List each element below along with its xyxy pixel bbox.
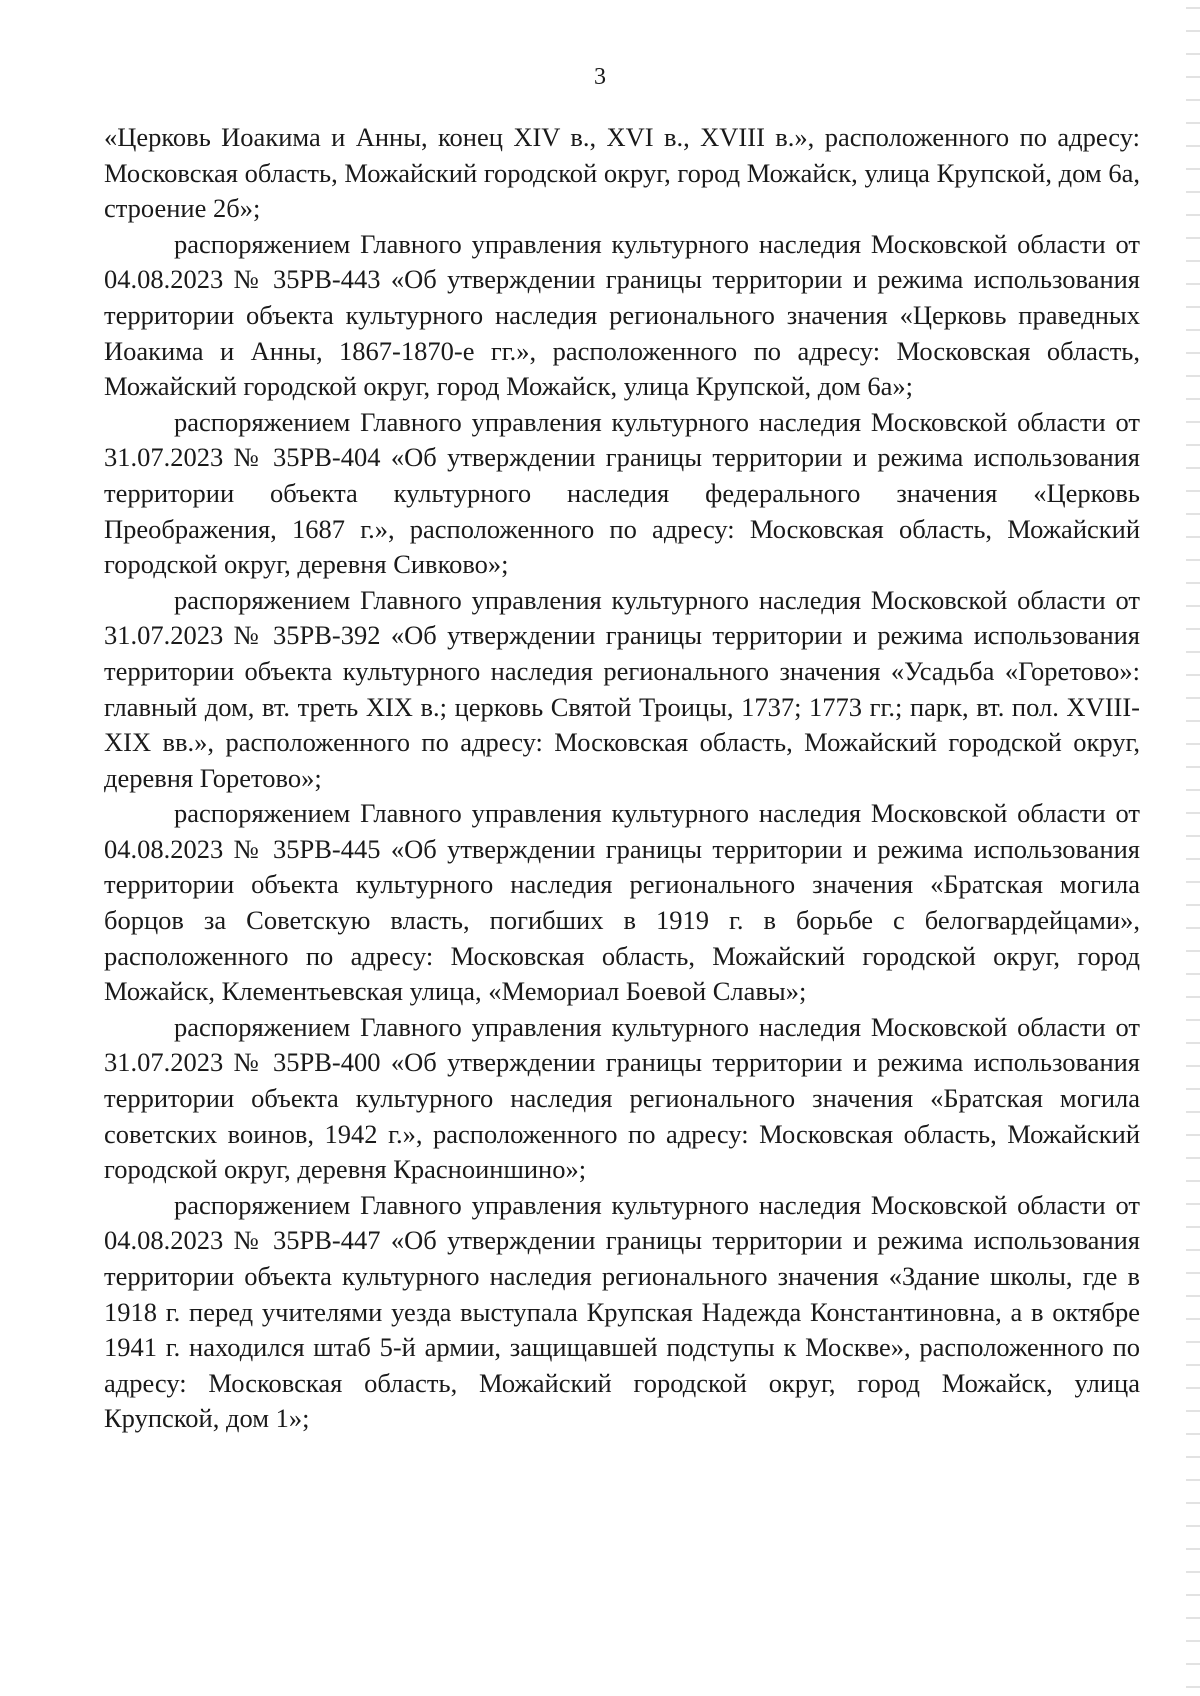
page-number: 3 — [594, 64, 606, 90]
paragraph-order-35rv-443: распоряжением Главного управления культурного наследия Московской области от 04.08.2023 № 35РВ-443 «Об утверждении границы территории и режима использования территории объекта культурного наследия регионального значения «Церковь праведных Иоакима и Анны, 1867-1870-е гг.», расположенного по адресу: Московская область, Можайский городской округ, город Можайск, улица Крупской, дом 6а»; — [104, 228, 1140, 402]
paragraph-order-35rv-445: распоряжением Главного управления культурного наследия Московской области от 04.08.2023 № 35РВ-445 «Об утверждении границы территории и режима использования территории объекта культурного наследия регионального значения «Братская могила борцов за Советскую власть, погибших в 1919 г. в борьбе с белогвардейцами», расположенного по адресу: Московская область, Можайский городской округ, город Можайск, Клементьевская улица, «Мемориал Боевой Славы»; — [104, 798, 1140, 1007]
scan-edge-artifact — [1186, 0, 1200, 1696]
paragraph-order-35rv-404: распоряжением Главного управления культурного наследия Московской области от 31.07.2023 № 35РВ-404 «Об утверждении границы территории и режима использования территории объекта культурного наследия федерального значения «Церковь Преображения, 1687 г.», расположенного по адресу: Московская область, Можайский городской округ, деревня Сивково»; — [104, 406, 1140, 580]
paragraph-order-35rv-392: распоряжением Главного управления культурного наследия Московской области от 31.07.2023 № 35РВ-392 «Об утверждении границы территории и режима использования территории объекта культурного наследия регионального значения «Усадьба «Горетово»: главный дом, вт. треть XIX в.; церковь Святой Троицы, 1737; 1773 гг.; парк, вт. пол. XVIII-XIX вв.», расположенного по адресу: Московская область, Можайский городской округ, деревня Горетово»; — [104, 584, 1140, 793]
document-body — [104, 120, 1140, 1437]
paragraph-order-35rv-447: распоряжением Главного управления культурного наследия Московской области от 04.08.2023 № 35РВ-447 «Об утверждении границы территории и режима использования территории объекта культурного наследия регионального значения «Здание школы, где в 1918 г. перед учителями уезда выступала Крупская Надежда Константиновна, а в октябре 1941 г. находился штаб 5-й армии, защищавшей подступы к Москве», расположенного по адресу: Московская область, Можайский городской округ, город Можайск, улица Крупской, дом 1»; — [104, 1189, 1140, 1434]
paragraph-continuation: «Церковь Иоакима и Анны, конец XIV в., XVI в., XVIII в.», расположенного по адресу: Московская область, Можайский городской округ, город Можайск, улица Крупской, дом 6а, строение 2б»; — [104, 122, 1140, 224]
paragraph-order-35rv-400: распоряжением Главного управления культурного наследия Московской области от 31.07.2023 № 35РВ-400 «Об утверждении границы территории и режима использования территории объекта культурного наследия регионального значения «Братская могила советских воинов, 1942 г.», расположенного по адресу: Московская область, Можайский городской округ, деревня Красноиншино»; — [104, 1011, 1140, 1185]
